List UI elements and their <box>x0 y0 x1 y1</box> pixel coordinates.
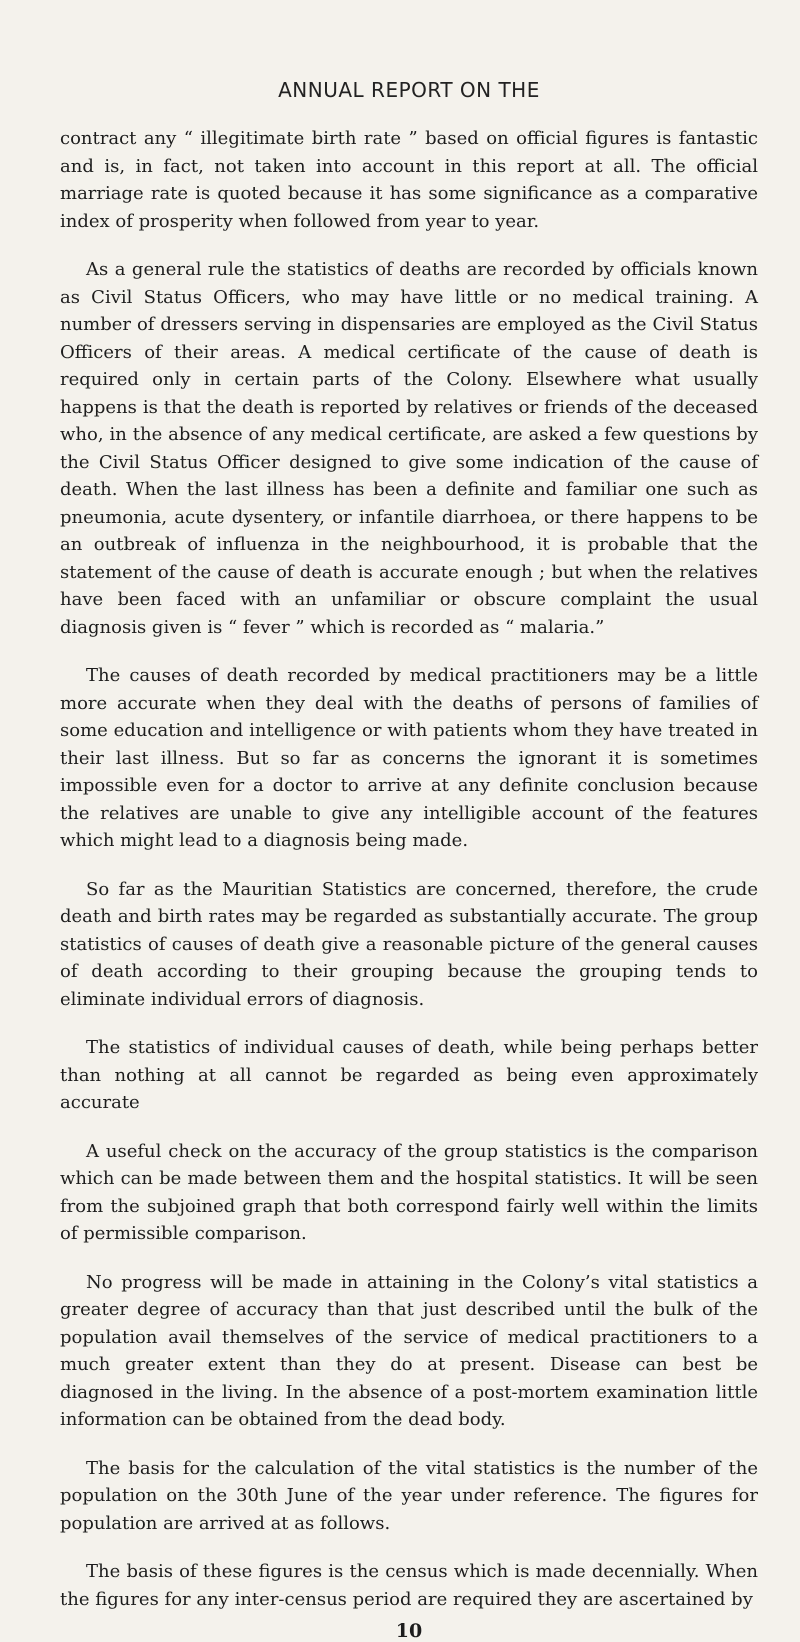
paragraph-individual-causes: The statistics of individual causes of death, while being perhaps better than nothing at all cannot be regarded as being even approximately accurate <box>60 1037 758 1113</box>
paragraph-illegitimate-birth-rate: contract any “ illegitimate birth rate ” based on official figures is fantastic and is, in fact, not taken into account in this report at all. The official marriage rate is quoted because it has some significance as a comparative index of prosperity when followed from year to year. <box>60 128 758 232</box>
paragraph-basis-calculation: The basis for the calculation of the vital statistics is the number of the population on the 30th June of the year under reference. The figures for population are arrived at as follows. <box>60 1457 758 1534</box>
paragraph-medical-practitioners: The causes of death recorded by medical practitioners may be a little more accurate when they deal with the deaths of persons of families of some education and intelligence or with patients whom they have treated in their last illness. But so far as concerns the ignorant it is sometimes impossible even for a doctor to arrive at any definite conclusion because the relatives are unable to give any intelligible account of the features which might lead to a diagnosis being made. <box>60 665 758 851</box>
page-number: 10 <box>395 1620 423 1642</box>
paragraph-useful-check: A useful check on the accuracy of the group statistics is the comparison which can be made between them and the hospital statistics. It will be seen from the subjoined graph that both correspond fairly well within the limits of permissible comparison. <box>60 1140 758 1244</box>
running-header: ANNUAL REPORT ON THE <box>278 78 540 102</box>
paragraph-no-progress: No progress will be made in attaining in the Colony’s vital statistics a greater degree of accuracy than that just described until the bulk of the population avail themselves of the service of medical practitioners to a much greater extent than they do at present. Disease can best be diagnosed in the living. In the absence of a post-mortem examination little information can be obtained from the dead body. <box>60 1271 758 1430</box>
paragraph-mauritian-statistics: So far as the Mauritian Statistics are concerned, therefore, the crude death and birth rates may be regarded as substantially accurate. The group statistics of causes of death give a reasonable picture of the general causes of death according to their grouping because the grouping tends to eliminate individual errors of diagnosis. <box>60 878 758 1010</box>
paragraph-civil-status-officers: As a general rule the statistics of deaths are recorded by officials known as Civil Status Officers, who may have little or no medical training. A number of dressers serving in dispensaries are employed as the Civil Status Officers of their areas. A medical certificate of the cause of death is required only in certain parts of the Colony. Elsewhere what usually happens is that the death is reported by relatives or friends of the deceased who, in the absence of any medical certificate, are asked a few questions by the Civil Status Officer designed to give some indication of the cause of death. When the last illness has been a definite and familiar one such as pneumonia, acute dysentery, or infantile diarrhoea, or there happens to be an outbreak of influenza in the neighbourhood, it is probable that the statement of the cause of death is accurate enough ; but when the relatives have been faced with an unfamiliar or obscure complaint the usual diagnosis given is “ fever ” which is recorded as “ malaria.” <box>60 259 758 638</box>
paragraph-basis-figures: The basis of these figures is the census which is made decennially. When the figures for any inter-census period are required they are ascertained by <box>60 1561 758 1610</box>
